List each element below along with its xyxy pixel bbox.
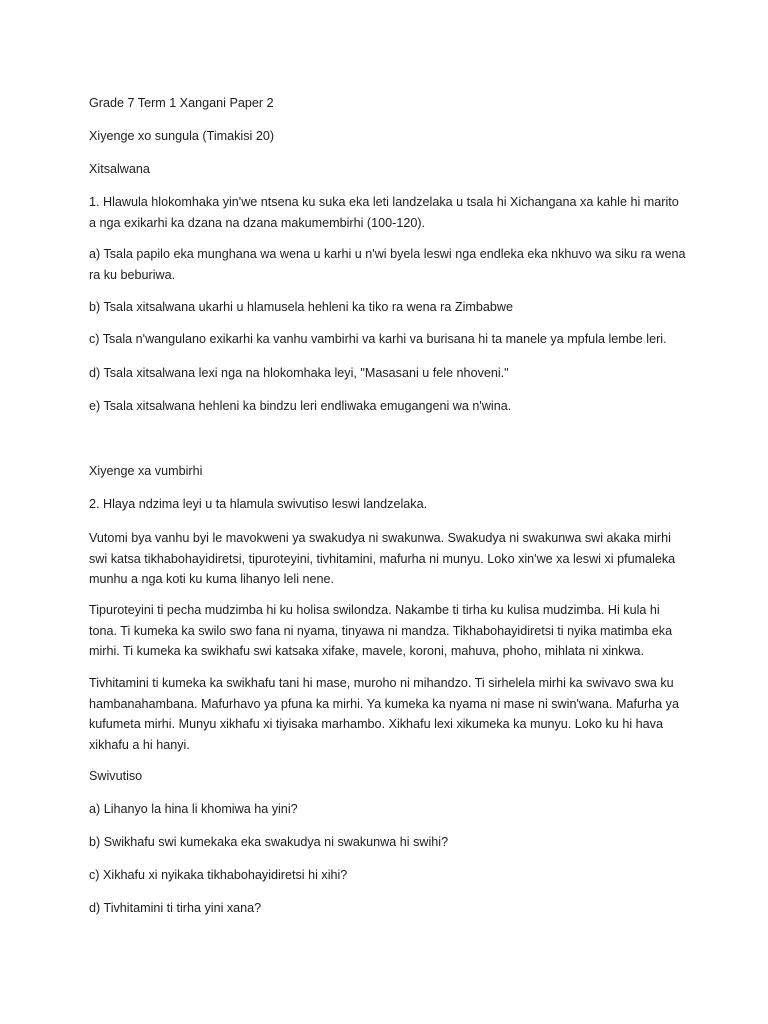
passage-paragraph: Tivhitamini ti kumeka ka swikhafu tani hi mase, muroho ni mihandzo. Ti sirhelela mirhi ka swivavo swa ku hambanahambana. Mafurhavo ya pfuna ka mirhi. Ya kumeka ka nyama ni mase ni swin'wana. Mafurha ya kufumeta mirhi. Munyu xikhafu xi tiyisaka marhambo. Xikhafu lexi xikumeka ka munyu. Loko ku hi hava xikhafu a hi hanyi.	[89, 676, 679, 752]
section-b-heading: Xiyenge xa vumbirhi	[89, 464, 203, 478]
question-2-instruction: 2. Hlaya ndzima leyi u ta hlamula swivutiso leswi landzelaka.	[89, 497, 428, 511]
section-a-subheading: Xitsalwana	[89, 162, 150, 176]
comprehension-question-a: a) Lihanyo la hina li khomiwa ha yini?	[89, 802, 298, 816]
passage-paragraph: Vutomi bya vanhu byi le mavokweni ya swakudya ni swakunwa. Swakudya ni swakunwa swi akaka mirhi swi katsa tikhabohayidiretsi, tipuroteyini, tivhitamini, mafurha ni munyu. Loko xin'we xa leswi xi pfumaleka munhu a nga koti ku kuma lihanyo leli nene.	[89, 531, 676, 586]
option-d: d) Tsala xitsalwana lexi nga na hlokomhaka leyi, "Masasani u fele nhoveni."	[89, 366, 509, 380]
passage-paragraph: Tipuroteyini ti pecha mudzimba hi ku holisa swilondza. Nakambe ti tirha ku kulisa mudzimba. Hi kula hi tona. Ti kumeka ka swilo swo fana ni nyama, tinyawa ni mandza. Tikhabohayidiretsi ti nyika matimba eka mirhi. Ti kumeka ka swikhafu swi katsaka xifake, mavele, koroni, mahuva, phoho, mihlata ni xinkwa.	[89, 603, 673, 658]
section-a-heading: Xiyenge xo sungula (Timakisi 20)	[89, 129, 275, 143]
comprehension-question-b: b) Swikhafu swi kumekaka eka swakudya ni swakunwa hi swihi?	[89, 835, 449, 849]
questions-heading: Swivutiso	[89, 769, 143, 783]
document-title: Grade 7 Term 1 Xangani Paper 2	[89, 96, 274, 110]
option-c: c) Tsala n'wangulano exikarhi ka vanhu vambirhi va karhi va burisana hi ta manele ya mpfula lembe leri.	[89, 332, 667, 346]
option-b: b) Tsala xitsalwana ukarhi u hlamusela hehleni ka tiko ra wena ra Zimbabwe	[89, 300, 513, 314]
comprehension-question-c: c) Xikhafu xi nyikaka tikhabohayidiretsi hi xihi?	[89, 868, 348, 882]
comprehension-question-d: d) Tivhitamini ti tirha yini xana?	[89, 901, 262, 915]
option-e: e) Tsala xitsalwana hehleni ka bindzu leri endliwaka emugangeni wa n'wina.	[89, 399, 512, 413]
question-1: 1. Hlawula hlokomhaka yin'we ntsena ku suka eka leti landzelaka u tsala hi Xichangana xa kahle hi marito a nga exikarhi ka dzana na dzana makumembirhi (100-120).	[89, 195, 679, 230]
option-a: a) Tsala papilo eka munghana wa wena u karhi u n'wi byela leswi nga endleka eka nkhuvo wa siku ra wena ra ku beburiwa.	[89, 247, 686, 282]
